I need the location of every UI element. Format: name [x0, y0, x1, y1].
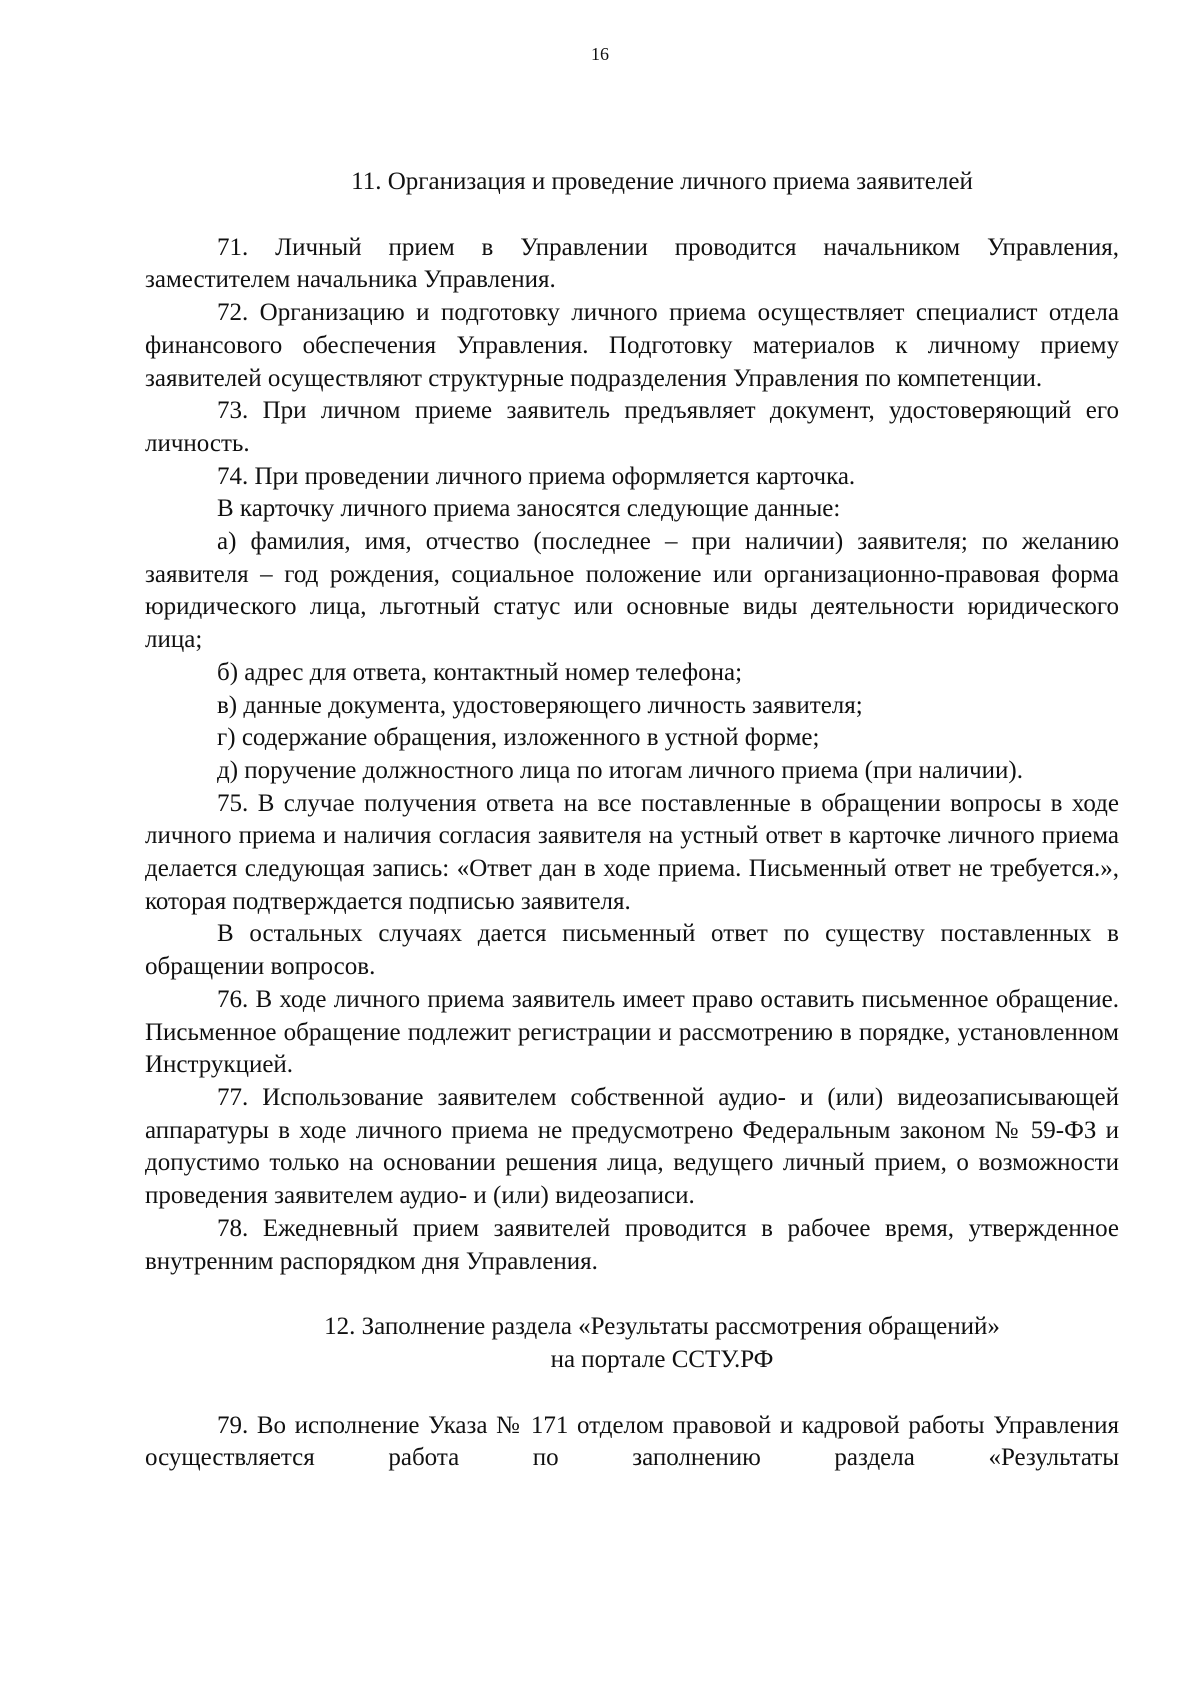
- paragraph-79: 79. Во исполнение Указа № 171 отделом правовой и кадровой работы Управления осуществляется работа по заполнению раздела «Результаты: [145, 1411, 1119, 1472]
- paragraph-71: 71. Личный прием в Управлении проводится начальником Управления, заместителем начальника Управления.: [145, 233, 1119, 294]
- paragraph-74: 74. При проведении личного приема оформляется карточка.: [217, 462, 856, 490]
- spacer: [145, 199, 1119, 232]
- page-content: [145, 166, 1119, 1475]
- spacer: [145, 1377, 1119, 1410]
- section-11-title-text: 11. Организация и проведение личного приема заявителей: [351, 168, 973, 195]
- paragraph-72: 72. Организацию и подготовку личного приема осуществляет специалист отдела финансового обеспечения Управления. Подготовку материалов к личному приему заявителей осуществляют структурные подразделения Управления по компетенции.: [145, 299, 1119, 392]
- paragraph-other-cases: В остальных случаях дается письменный ответ по существу поставленных в обращении вопросов.: [145, 920, 1119, 981]
- paragraph-73: 73. При личном приеме заявитель предъявляет документ, удостоверяющий его личность.: [145, 397, 1119, 457]
- page-number: 16: [591, 44, 609, 64]
- paragraph-card-intro: В карточку личного приема заносятся следующие данные:: [217, 495, 841, 523]
- list-item-v: в) данные документа, удостоверяющего личность заявителя;: [217, 691, 863, 719]
- list-item-a: а) фамилия, имя, отчество (последнее – при наличии) заявителя; по желанию заявителя – год рождения, социальное положение или организационно-правовая форма юридического лица, льготный статус или основные виды деятельности юридического лица;: [145, 528, 1119, 654]
- list-item-d: д) поручение должностного лица по итогам личного приема (при наличии).: [217, 756, 1023, 784]
- section-12-title-line-2: на портале ССТУ.РФ: [550, 1345, 774, 1373]
- spacer: [145, 1278, 1119, 1311]
- section-12-title: [145, 1311, 1119, 1376]
- paragraph-76: 76. В ходе личного приема заявитель имеет право оставить письменное обращение. Письменное обращение подлежит регистрации и рассмотрению в порядке, установленном Инструкцией.: [145, 985, 1119, 1079]
- section-11-title: [145, 166, 1119, 199]
- paragraph-75: 75. В случае получения ответа на все поставленные в обращении вопросы в ходе личного приема и наличия согласия заявителя на устный ответ в карточке личного приема делается следующая запись: «Ответ дан в ходе приема. Письменный ответ не требуется.», которая подтверждается подписью заявителя.: [145, 789, 1119, 915]
- list-item-b: б) адрес для ответа, контактный номер телефона;: [217, 658, 743, 686]
- paragraph-78: 78. Ежедневный прием заявителей проводится в рабочее время, утвержденное внутренним распорядком дня Управления.: [145, 1214, 1119, 1275]
- section-12-title-line-1: 12. Заполнение раздела «Результаты рассмотрения обращений»: [324, 1313, 1000, 1341]
- list-item-g: г) содержание обращения, изложенного в устной форме;: [217, 724, 820, 752]
- paragraph-77: 77. Использование заявителем собственной аудио- и (или) видеозаписывающей аппаратуры в ходе личного приема не предусмотрено Федеральным законом № 59-ФЗ и допустимо только на основании решения лица, ведущего личный прием, о возможности проведения заявителем аудио- и (или) видеозаписи.: [145, 1083, 1119, 1210]
